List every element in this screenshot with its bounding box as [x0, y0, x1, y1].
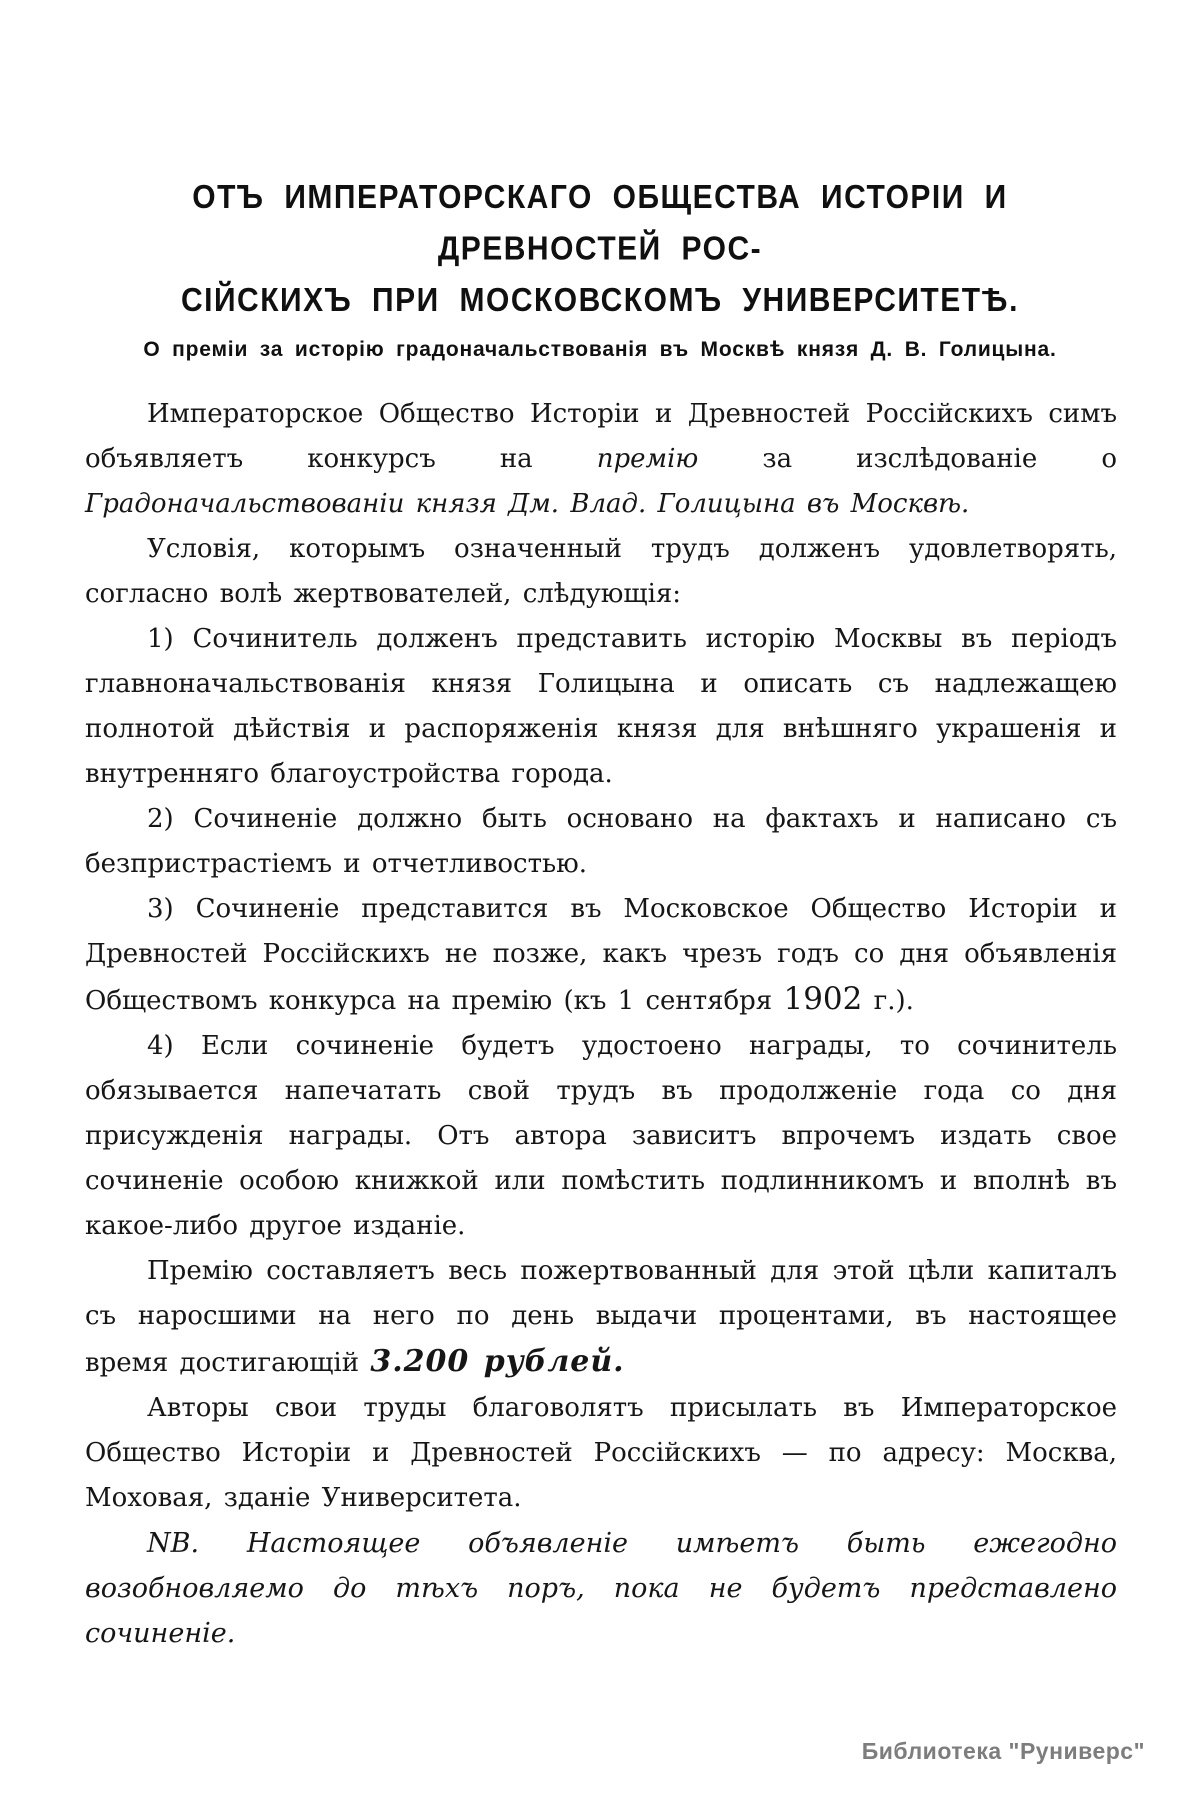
text-segment: Императорское Общество Исторіи и Древностей Россійскихъ симъ объявляетъ конкурсъ на — [85, 399, 1117, 474]
paragraph-nota-bene — [85, 1521, 1117, 1656]
text-segment: 4) Если сочиненіе будетъ удостоено награды, то сочинитель обязывается напечатать свой трудъ въ продолженіе года со дня присужденія награды. Отъ автора зависитъ впрочемъ издать свое сочиненіе особою книжкой или помѣстить подлинникомъ и вполнѣ въ какое-либо другое изданіе. — [85, 1031, 1117, 1241]
paragraph-condition-4 — [85, 1024, 1117, 1249]
paragraph-condition-1 — [85, 617, 1117, 797]
document-title-line-2: СІЙСКИХЪ ПРИ МОСКОВСКОМЪ УНИВЕРСИТЕТѢ. — [180, 281, 1019, 319]
text-segment: г.). — [862, 986, 914, 1016]
text-segment: NB. Настоящее объявленіе имѣетъ быть ежегодно возобновляемо до тѣхъ поръ, пока не будетъ представлено сочиненіе. — [85, 1528, 1117, 1649]
text-segment: за изслѣдованіе о — [698, 444, 1117, 474]
text-segment: премію — [596, 444, 699, 474]
text-segment: 2) Сочиненіе должно быть основано на фактахъ и написано съ безпристрастіемъ и отчетливостью. — [85, 804, 1117, 879]
text-segment: Премію составляетъ весь пожертвованный для этой цѣли капиталъ съ наросшими на него по день выдачи процентами, въ настоящее время достигающій — [85, 1256, 1117, 1378]
text-segment: 3) Сочиненіе представится въ Московское Общество Исторіи и Древностей Россійскихъ не позже, какъ чрезъ годъ со дня объявленія Обществомъ конкурса на премію (къ 1 сентября — [85, 894, 1117, 1016]
paragraph-submission-address — [85, 1386, 1117, 1521]
text-segment: Условія, которымъ означенный трудъ долженъ удовлетворять, согласно волѣ жертвователей, слѣдующія: — [85, 534, 1117, 609]
paragraph-condition-3 — [85, 887, 1117, 1024]
paragraph-intro — [85, 392, 1117, 527]
text-segment: 1) Сочинитель долженъ представить исторію Москвы въ періодъ главноначальствованія князя Голицына и описать съ надлежащею полнотой дѣйствія и распоряженія князя для внѣшняго украшенія и внутренняго благоустройства города. — [85, 624, 1117, 789]
paragraph-conditions-lead — [85, 527, 1117, 617]
text-segment: 3.200 рублей. — [370, 1344, 625, 1379]
paragraph-condition-2 — [85, 797, 1117, 887]
library-watermark: Библиотека "Руниверс" — [861, 1738, 1145, 1764]
document-body — [85, 392, 1117, 1656]
document-title-line-1: ОТЪ ИМПЕРАТОРСКАГО ОБЩЕСТВА ИСТОРІИ И ДРЕВНОСТЕЙ РОС- — [192, 178, 1008, 268]
text-segment: 1902 — [783, 981, 863, 1017]
text-segment: Авторы свои труды благоволятъ присылать въ Императорское Общество Исторіи и Древностей Россійскихъ — по адресу: Москва, Моховая, зданіе Университета. — [85, 1393, 1117, 1513]
text-segment: Градоначальствованіи князя Дм. Влад. Голицына въ Москвѣ. — [85, 489, 970, 519]
document-subtitle: О преміи за исторію градоначальствованія въ Москвѣ князя Д. В. Голицына. — [143, 338, 1057, 361]
document-title — [85, 172, 1115, 327]
paragraph-prize-amount — [85, 1249, 1117, 1386]
